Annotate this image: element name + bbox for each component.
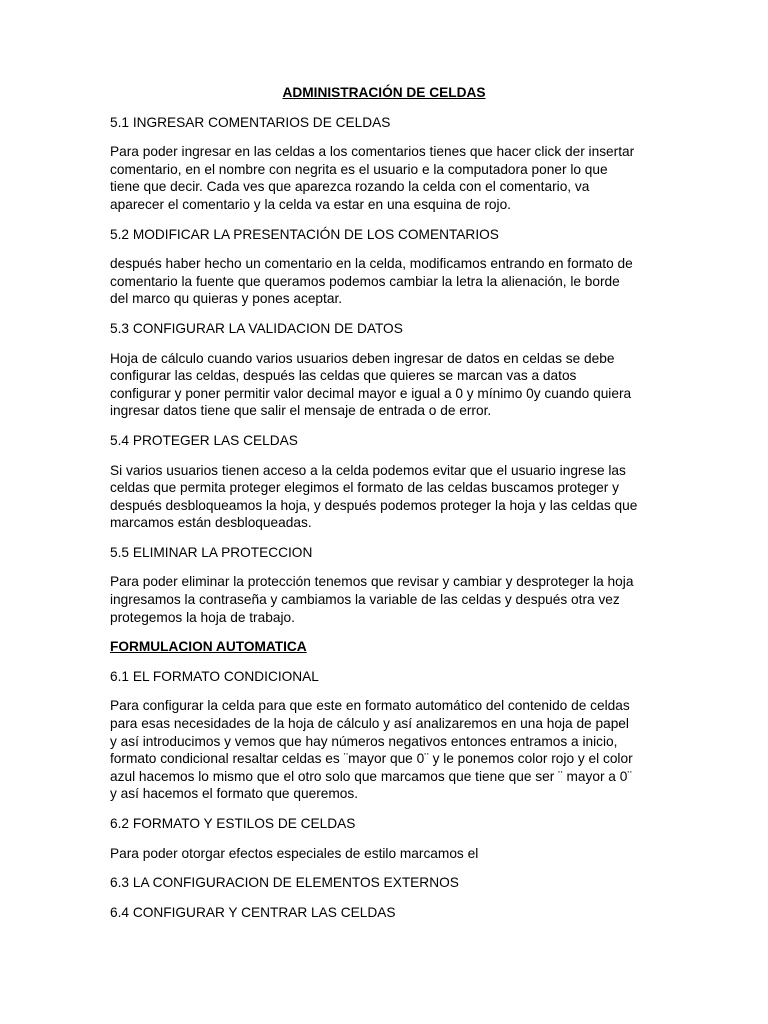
paragraph-line: Para poder eliminar la protección tenemos que revisar y cambiar y desproteger la hoja <box>110 574 634 590</box>
subsection-heading: 6.1 EL FORMATO CONDICIONAL <box>110 668 319 684</box>
paragraph-line: comentario, en el nombre con negrita es el usuario e la computadora poner lo que <box>110 161 608 177</box>
paragraph-line: Hoja de cálculo cuando varios usuarios deben ingresar de datos en celdas se debe <box>110 350 615 366</box>
paragraph-line: del marco qu quieras y pones aceptar. <box>110 291 343 307</box>
paragraph-line: aparecer el comentario y la celda va estar en una esquina de rojo. <box>110 196 511 212</box>
paragraph-line: después desbloqueamos la hoja, y después podemos proteger la hoja y las celdas que <box>110 497 638 513</box>
paragraph-line: ingresar datos tiene que salir el mensaje de entrada o de error. <box>110 403 492 419</box>
paragraph-line: y así introducimos y vemos que hay números negativos entonces entramos a inicio, <box>110 733 618 749</box>
subsection-heading: 5.1 INGRESAR COMENTARIOS DE CELDAS <box>110 114 391 130</box>
paragraph-line: Para configurar la celda para que este en formato automático del contenido de celdas <box>110 698 630 714</box>
paragraph-line: protegemos la hoja de trabajo. <box>110 609 295 625</box>
subsection-heading: 6.4 CONFIGURAR Y CENTRAR LAS CELDAS <box>110 904 396 920</box>
paragraph <box>110 845 658 863</box>
paragraph-line: formato condicional resaltar celdas es ¨mayor que 0¨ y le ponemos color rojo y el color <box>110 751 633 767</box>
paragraph-line: comentario la fuente que queramos podemos cambiar la letra la alienación, le borde <box>110 273 620 289</box>
paragraph <box>110 350 658 420</box>
document-body <box>110 84 658 933</box>
paragraph-line: Para poder ingresar en las celdas a los comentarios tienes que hacer click der insertar <box>110 144 635 160</box>
document-title: ADMINISTRACIÓN DE CELDAS <box>282 85 486 100</box>
paragraph-line: marcamos están desbloqueadas. <box>110 515 312 531</box>
paragraph <box>110 255 658 308</box>
paragraph-line: y así hacemos el formato que queremos. <box>110 786 359 802</box>
paragraph-line: Si varios usuarios tienen acceso a la celda podemos evitar que el usuario ingrese las <box>110 462 626 478</box>
paragraph-line: Para poder otorgar efectos especiales de estilo marcamos el <box>110 845 479 861</box>
paragraph <box>110 143 658 213</box>
paragraph-line: ingresamos la contraseña y cambiamos la variable de las celdas y después otra vez <box>110 592 620 608</box>
paragraph-line: tiene que decir. Cada ves que aparezca rozando la celda con el comentario, va <box>110 179 590 195</box>
paragraph-line: para esas necesidades de la hoja de cálculo y así analizaremos en una hoja de papel <box>110 716 629 732</box>
paragraph <box>110 462 658 532</box>
paragraph <box>110 697 658 803</box>
subsection-heading: 5.4 PROTEGER LAS CELDAS <box>110 432 298 448</box>
section-heading: FORMULACION AUTOMATICA <box>110 639 307 655</box>
subsection-heading: 6.2 FORMATO Y ESTILOS DE CELDAS <box>110 816 356 831</box>
paragraph-line: después haber hecho un comentario en la celda, modificamos entrando en formato de <box>110 256 633 272</box>
paragraph <box>110 573 658 626</box>
paragraph-line: celdas que permita proteger elegimos el formato de las celdas buscamos proteger y <box>110 480 619 496</box>
paragraph-line: azul hacemos lo mismo que el otro solo que marcamos que tiene que ser ¨ mayor a 0¨ <box>110 768 632 784</box>
subsection-heading: 5.3 CONFIGURAR LA VALIDACION DE DATOS <box>110 320 403 336</box>
subsection-heading: 6.3 LA CONFIGURACION DE ELEMENTOS EXTERNOS <box>110 875 459 891</box>
subsection-heading: 5.2 MODIFICAR LA PRESENTACIÓN DE LOS COMENTARIOS <box>110 226 499 242</box>
subsection-heading: 5.5 ELIMINAR LA PROTECCION <box>110 544 313 560</box>
paragraph-line: configurar y poner permitir valor decimal mayor e igual a 0 y mínimo 0y cuando quiera <box>110 385 632 401</box>
paragraph-line: configurar las celdas, después las celdas que quieres se marcan vas a datos <box>110 368 577 384</box>
